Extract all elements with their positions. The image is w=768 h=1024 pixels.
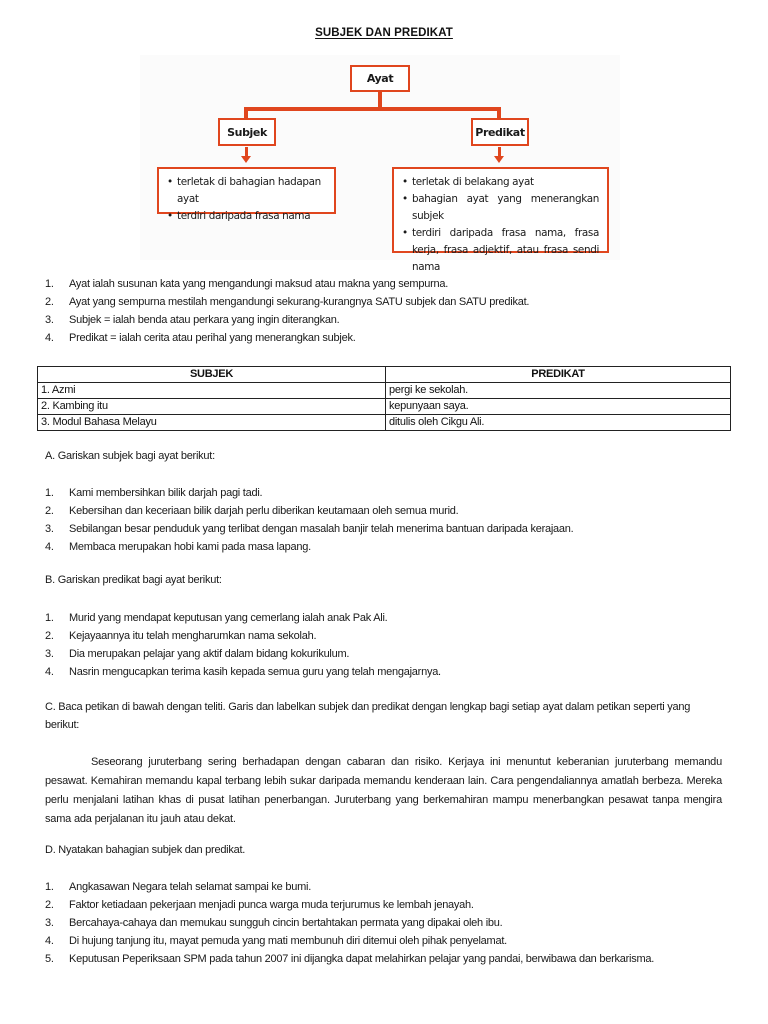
list-item: 4. Predikat = ialah cerita atau perihal yang menerangkan subjek. [45,332,356,344]
diagram-predikat-box [471,118,529,146]
list-item: 5. Keputusan Peperiksaan SPM pada tahun 2007 ini dijangka dapat melahirkan pelajar yang pandai, berwibawa dan berkarisma. [45,953,655,965]
subjek-predikat-table [37,366,731,431]
diagram-predikat-label: Predikat [475,125,525,139]
section-a-heading: A. Gariskan subjek bagi ayat berikut: [45,450,215,462]
section-b-heading: B. Gariskan predikat bagi ayat berikut: [45,574,222,586]
list-item: 3. Sebilangan besar penduduk yang terlibat dengan masalah banjir telah menerima bantuan daripada kerajaan. [45,523,574,535]
bullet-item: • terdiri daripada frasa nama, frasa kerja, frasa adjektif, atau frasa sendi nama [402,225,599,276]
diagram-subjek-box [218,118,276,146]
section-d-list [45,878,755,968]
bullet-item: • terdiri daripada frasa nama [167,208,326,225]
section-d-heading: D. Nyatakan bahagian subjek dan predikat. [45,844,246,856]
arrow-down-icon [241,156,251,163]
list-item: 1. Ayat ialah susunan kata yang mengandungi maksud atau makna yang sempurna. [45,278,449,290]
page-title [0,27,768,39]
list-item: 1. Murid yang mendapat keputusan yang cemerlang ialah anak Pak Ali. [45,612,388,624]
list-item: 2. Ayat yang sempurna mestilah mengandungi sekurang-kurangnya SATU subjek dan SATU predikat. [45,296,530,308]
subjek-bullet-list [167,174,326,225]
list-item: 1. Kami membersihkan bilik darjah pagi tadi. [45,487,263,499]
table-row [38,399,731,415]
bullet-item: • terletak di belakang ayat [402,174,599,191]
diagram-subjek-label: Subjek [227,125,267,139]
column-header-subjek: SUBJEK [38,367,386,383]
section-a-list [45,484,755,556]
arrow-down-icon [494,156,504,163]
section-b-list [45,609,755,681]
column-header-predikat: PREDIKAT [386,367,731,383]
diagram-root-box [350,65,410,92]
diagram-root-label: Ayat [366,72,394,85]
list-item: 3. Subjek = ialah benda atau perkara yang ingin diterangkan. [45,314,340,326]
list-item: 2. Kejayaannya itu telah mengharumkan nama sekolah. [45,630,317,642]
list-item: 2. Faktor ketiadaan pekerjaan menjadi punca warga muda terjurumus ke lembah jenayah. [45,899,474,911]
notes-list [45,275,745,347]
table-cell: kepunyaan saya. [386,399,731,415]
table-cell: 2. Kambing itu [38,399,386,415]
list-item: 4. Di hujung tanjung itu, mayat pemuda yang mati membunuh diri ditemui oleh pihak penyelamat. [45,935,507,947]
section-c-heading-line2: berikut: [45,719,80,731]
table-row [38,415,731,431]
table-row [38,383,731,399]
predikat-bullet-list [402,174,599,276]
table-cell: 1. Azmi [38,383,386,399]
table-cell: ditulis oleh Cikgu Ali. [386,415,731,431]
bullet-item: • terletak di bahagian hadapan ayat [167,174,326,208]
table-header-row [38,367,731,383]
list-item: 2. Kebersihan dan keceriaan bilik darjah perlu diberikan keutamaan oleh semua murid. [45,505,459,517]
list-item: 4. Nasrin mengucapkan terima kasih kepada semua guru yang telah mengajarnya. [45,666,441,678]
table-cell: pergi ke sekolah. [386,383,731,399]
section-c-passage: Seseorang juruterbang sering berhadapan dengan cabaran dan risiko. Kerjaya ini menuntut keberanian juruterbang memandu pesawat. Kemahiran memandu kapal terbang lebih sukar daripada memandu kenderaan lain. Cara pengendaliannya amatlah berbeza. Mereka perlu menjalani latihan khas di pusat latihan penerbangan. Juruterbang yang berkemahiran mampu menerbangkan pesawat tanpa mengira sama ada perjalanan itu jauh atau dekat. [45,756,722,825]
connector-horizontal [244,107,501,111]
bullet-item: • bahagian ayat yang menerangkan subjek [402,191,599,225]
table-cell: 3. Modul Bahasa Melayu [38,415,386,431]
list-item: 3. Bercahaya-cahaya dan memukau sungguh cincin bertahtakan permata yang dipakai oleh ibu. [45,917,503,929]
section-c-heading-line1: C. Baca petikan di bawah dengan teliti. Garis dan labelkan subjek dan predikat dengan lengkap bagi setiap ayat dalam petikan seperti yang [45,701,691,713]
predikat-bullets-box [392,167,609,273]
subjek-bullets-box [157,167,336,222]
subjek-predikat-diagram [140,55,620,273]
list-item: 1. Angkasawan Negara telah selamat sampai ke bumi. [45,881,311,893]
page-title-text: SUBJEK DAN PREDIKAT [315,27,453,39]
list-item: 4. Membaca merupakan hobi kami pada masa lapang. [45,541,311,553]
list-item: 3. Dia merupakan pelajar yang aktif dalam bidang kokurikulum. [45,648,350,660]
